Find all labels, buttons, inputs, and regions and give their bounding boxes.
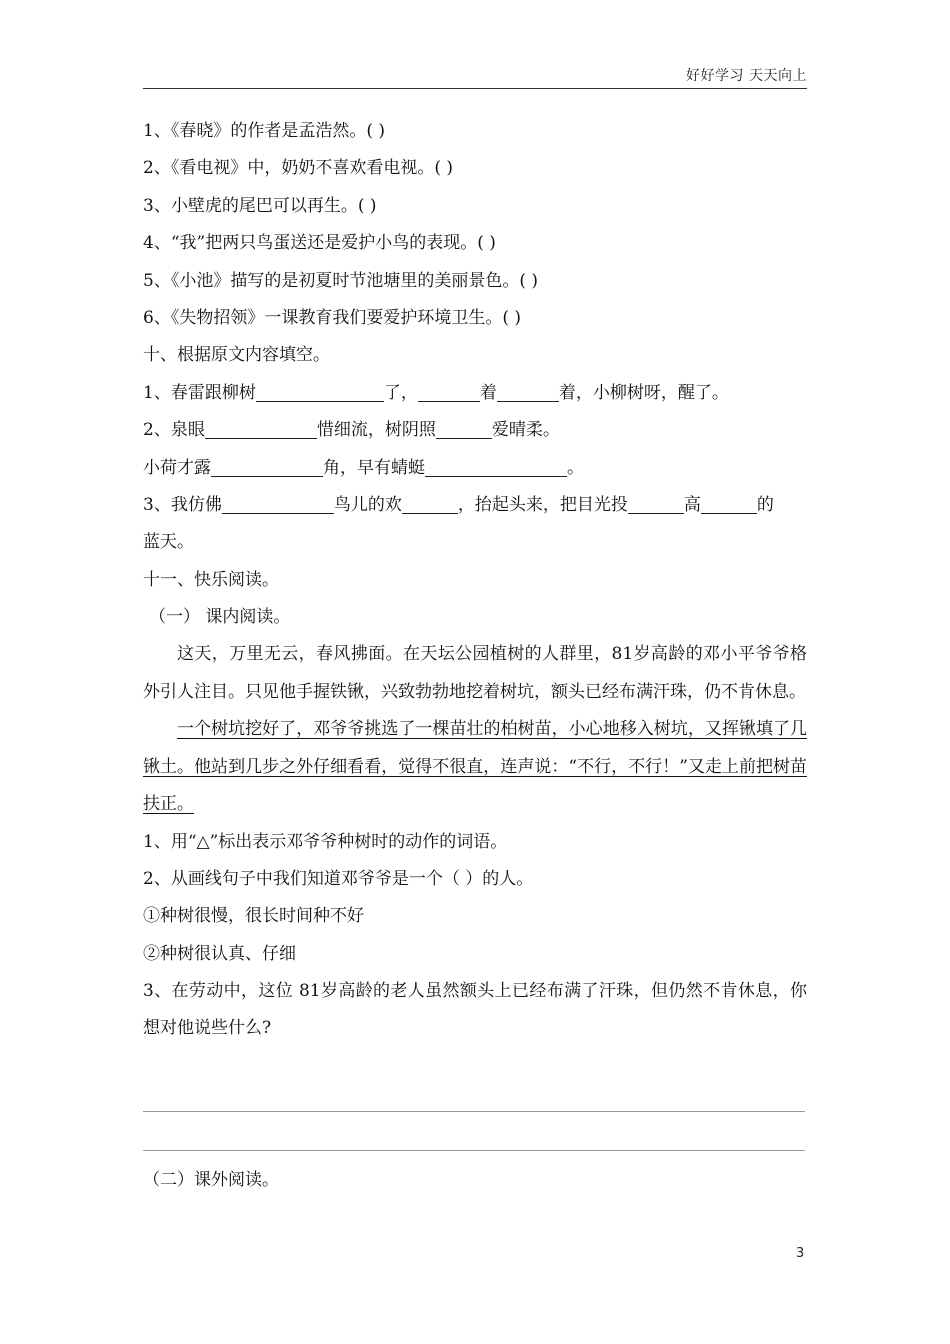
option-1: ①种树很慢，很长时间种不好 bbox=[143, 906, 364, 927]
judge-item-5: 5、《小池》描写的是初夏时节池塘里的美丽景色。( ) bbox=[143, 270, 538, 291]
reading-question-2: 2、从画线句子中我们知道邓爷爷是一个（ ）的人。 bbox=[143, 868, 534, 889]
fill-text: 的 bbox=[756, 494, 774, 515]
section-11-title: 十一、快乐阅读。 bbox=[143, 569, 279, 590]
fill-blank[interactable] bbox=[497, 381, 559, 402]
judge-item-4: 4、“我”把两只鸟蛋送还是爱护小鸟的表现。( ) bbox=[143, 233, 496, 254]
fill-text: 1、春雷跟柳树 bbox=[143, 382, 256, 403]
fill-text: 。 bbox=[567, 457, 584, 478]
judge-item-6: 6、《失物招领》一课教育我们要爱护环境卫生。( ) bbox=[143, 307, 521, 328]
fill-blank[interactable] bbox=[701, 493, 757, 514]
header-text: 好好学习 天天向上 bbox=[686, 68, 807, 84]
fill-question-2 bbox=[143, 412, 807, 449]
fill-text: 鸟儿的欢 bbox=[333, 494, 402, 515]
document-body bbox=[143, 113, 807, 1048]
option-2: ②种树很认真、仔细 bbox=[143, 943, 296, 964]
fill-blank[interactable] bbox=[211, 456, 323, 477]
reading-paragraph-2-underlined: 一个树坑挖好了，邓爷爷挑选了一棵苗壮的柏树苗，小心地移入树坑，又挥锹填了几锹土。他站到几步之外仔细看看，觉得不很直，连声说：“不行，不行！”又走上前把树苗扶正。 bbox=[143, 719, 807, 815]
answer-line[interactable] bbox=[143, 1111, 805, 1112]
fill-blank[interactable] bbox=[402, 493, 458, 514]
fill-text: 了， bbox=[383, 382, 418, 403]
subsection-2-title: （二）课外阅读。 bbox=[143, 1170, 279, 1190]
fill-text: 小荷才露 bbox=[143, 457, 211, 478]
fill-blank[interactable] bbox=[205, 418, 317, 439]
fill-question-1 bbox=[143, 375, 807, 412]
section-10-title: 十、根据原文内容填空。 bbox=[143, 345, 330, 366]
fill-text: 角，早有蜻蜓 bbox=[323, 457, 425, 478]
fill-blank[interactable] bbox=[436, 418, 492, 439]
page-header bbox=[143, 64, 807, 89]
judge-item-2: 2、《看电视》中，奶奶不喜欢看电视。( ) bbox=[143, 158, 453, 179]
judge-item-1: 1、《春晓》的作者是孟浩然。( ) bbox=[143, 121, 385, 141]
subsection-1-title: （一） 课内阅读。 bbox=[149, 607, 291, 628]
reading-paragraph-1: 这天，万里无云，春风拂面。在天坛公园植树的人群里，81岁高龄的邓小平爷爷格外引人注目。只见他手握铁锹，兴致勃勃地挖着树坑，额头已经布满汗珠，仍不肯休息。 bbox=[143, 644, 807, 702]
fill-question-3 bbox=[143, 487, 807, 524]
fill-blank[interactable] bbox=[628, 493, 684, 514]
fill-blank[interactable] bbox=[222, 493, 334, 514]
fill-question-2b bbox=[143, 450, 807, 487]
fill-blank[interactable] bbox=[418, 381, 480, 402]
judge-item-3: 3、小壁虎的尾巴可以再生。( ) bbox=[143, 195, 377, 216]
fill-text: 2、泉眼 bbox=[143, 420, 205, 441]
fill-text: 着 bbox=[479, 382, 497, 403]
reading-question-3: 3、在劳动中，这位 81岁高龄的老人虽然额头上已经布满了汗珠，但仍然不肯休息，你想对他说些什么? bbox=[143, 981, 807, 1039]
fill-blank[interactable] bbox=[425, 456, 567, 477]
fill-blank[interactable] bbox=[256, 381, 384, 402]
fill-question-3-cont: 蓝天。 bbox=[143, 532, 194, 553]
fill-text: 着，小柳树呀，醒了。 bbox=[558, 382, 729, 403]
fill-text: ，抬起头来，把目光投 bbox=[457, 494, 628, 515]
fill-text: 爱晴柔。 bbox=[491, 420, 560, 441]
fill-text: 3、我仿佛 bbox=[143, 494, 222, 515]
fill-text: 惜细流，树阴照 bbox=[316, 420, 436, 441]
reading-question-1: 1、用“△”标出表示邓爷爷种树时的动作的词语。 bbox=[143, 831, 508, 852]
page-number: 3 bbox=[796, 1246, 805, 1261]
answer-line[interactable] bbox=[143, 1150, 805, 1151]
fill-text: 高 bbox=[683, 494, 701, 515]
